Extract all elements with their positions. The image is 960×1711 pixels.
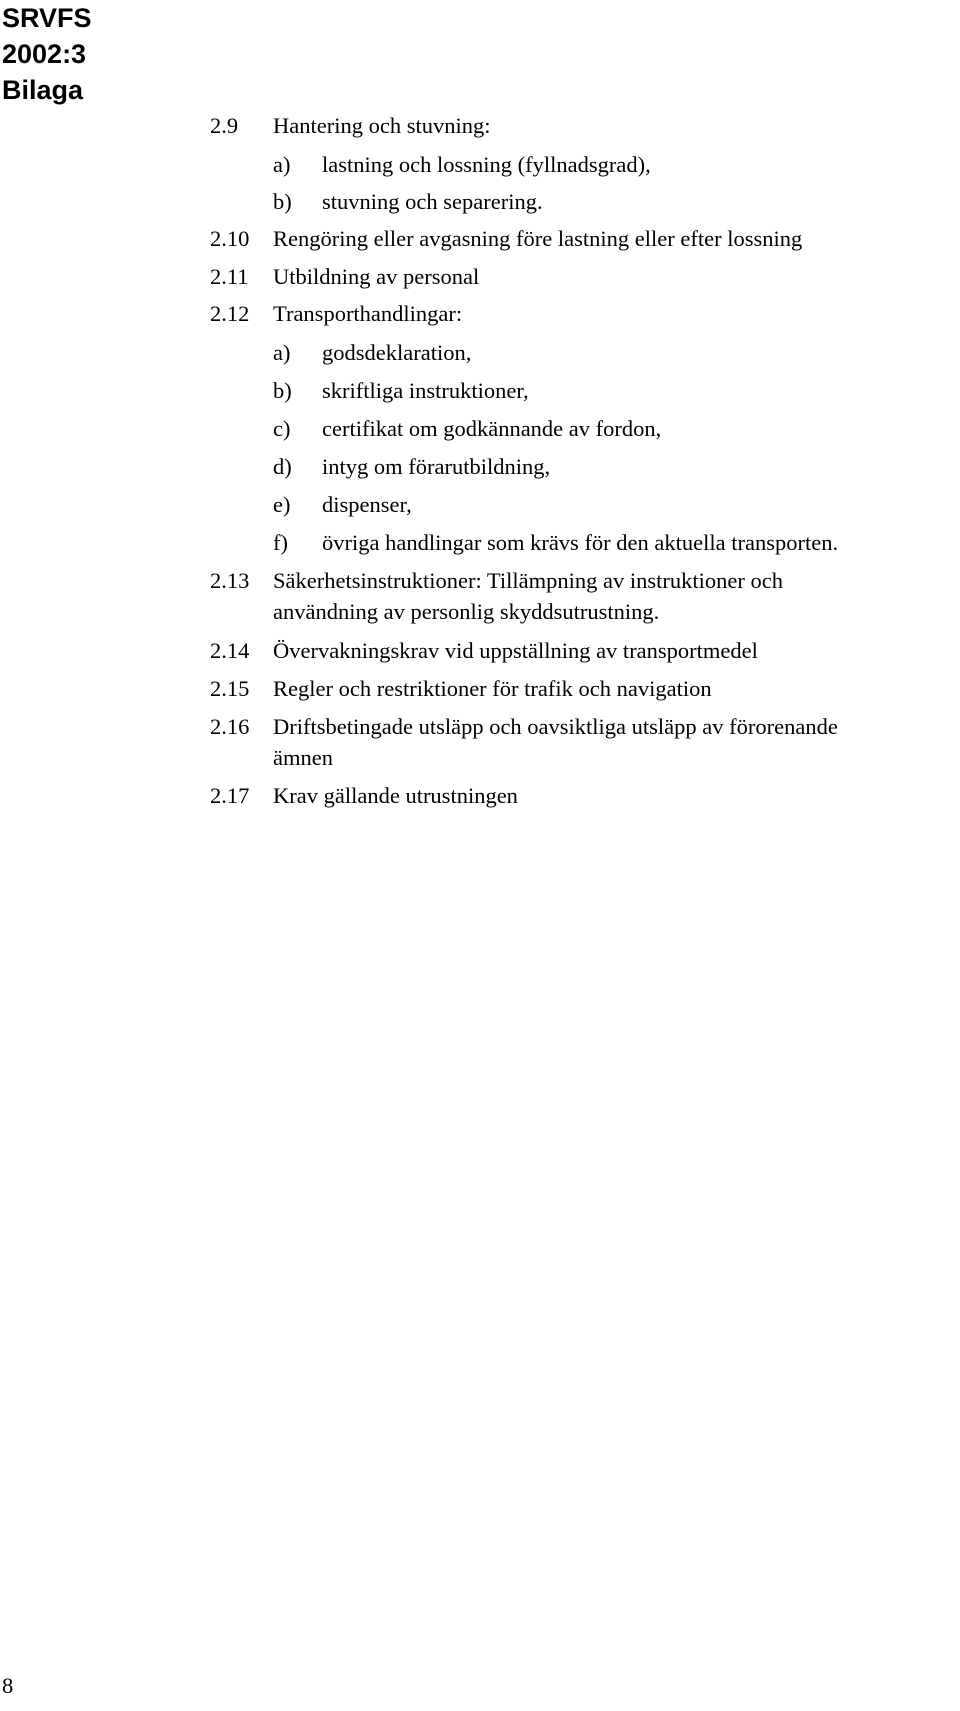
item-label: b) bbox=[273, 189, 292, 214]
item-label: a) bbox=[273, 152, 291, 177]
item-label: d) bbox=[273, 454, 292, 479]
item-text: dispenser, bbox=[322, 492, 412, 517]
document-header bbox=[2, 0, 92, 108]
page-number: 8 bbox=[2, 1673, 14, 1698]
item-label: b) bbox=[273, 378, 292, 403]
section-number: 2.9 bbox=[210, 113, 239, 138]
section-number: 2.15 bbox=[210, 676, 250, 701]
item-text: intyg om förarutbildning, bbox=[322, 454, 551, 479]
item-text: skriftliga instruktioner, bbox=[322, 378, 529, 403]
item-text: övriga handlingar som krävs för den aktuella transporten. bbox=[322, 530, 839, 555]
section-number: 2.17 bbox=[210, 783, 250, 808]
section-title: Hantering och stuvning: bbox=[273, 113, 491, 138]
item-label: f) bbox=[273, 530, 288, 555]
section-number: 2.14 bbox=[210, 638, 250, 663]
header-number: 2002:3 bbox=[2, 39, 87, 69]
item-text: stuvning och separering. bbox=[322, 189, 543, 214]
item-label: a) bbox=[273, 340, 291, 365]
section-number: 2.11 bbox=[210, 264, 249, 289]
item-text: godsdeklaration, bbox=[322, 340, 472, 365]
item-text: certifikat om godkännande av fordon, bbox=[322, 416, 662, 441]
section-title-line-2: användning av personlig skyddsutrustning. bbox=[273, 599, 660, 624]
section-title: Rengöring eller avgasning före lastning eller efter lossning bbox=[273, 226, 803, 251]
section-title: Krav gällande utrustningen bbox=[273, 783, 518, 808]
section-number: 2.10 bbox=[210, 226, 250, 251]
item-label: c) bbox=[273, 416, 291, 441]
section-number: 2.13 bbox=[210, 568, 250, 593]
section-title: Regler och restriktioner för trafik och navigation bbox=[273, 676, 712, 701]
section-title-line-2: ämnen bbox=[273, 745, 333, 770]
header-series: SRVFS bbox=[2, 3, 92, 33]
section-number: 2.16 bbox=[210, 714, 250, 739]
section-title-line-1: Driftsbetingade utsläpp och oavsiktliga utsläpp av förorenande bbox=[273, 714, 838, 739]
header-appendix: Bilaga bbox=[2, 75, 84, 105]
section-title: Övervakningskrav vid uppställning av transportmedel bbox=[273, 638, 758, 663]
section-title-line-1: Säkerhetsinstruktioner: Tillämpning av instruktioner och bbox=[273, 568, 783, 593]
section-number: 2.12 bbox=[210, 301, 250, 326]
item-label: e) bbox=[273, 492, 291, 517]
item-text: lastning och lossning (fyllnadsgrad), bbox=[322, 152, 651, 177]
section-title: Utbildning av personal bbox=[273, 264, 480, 289]
section-title: Transporthandlingar: bbox=[273, 301, 463, 326]
